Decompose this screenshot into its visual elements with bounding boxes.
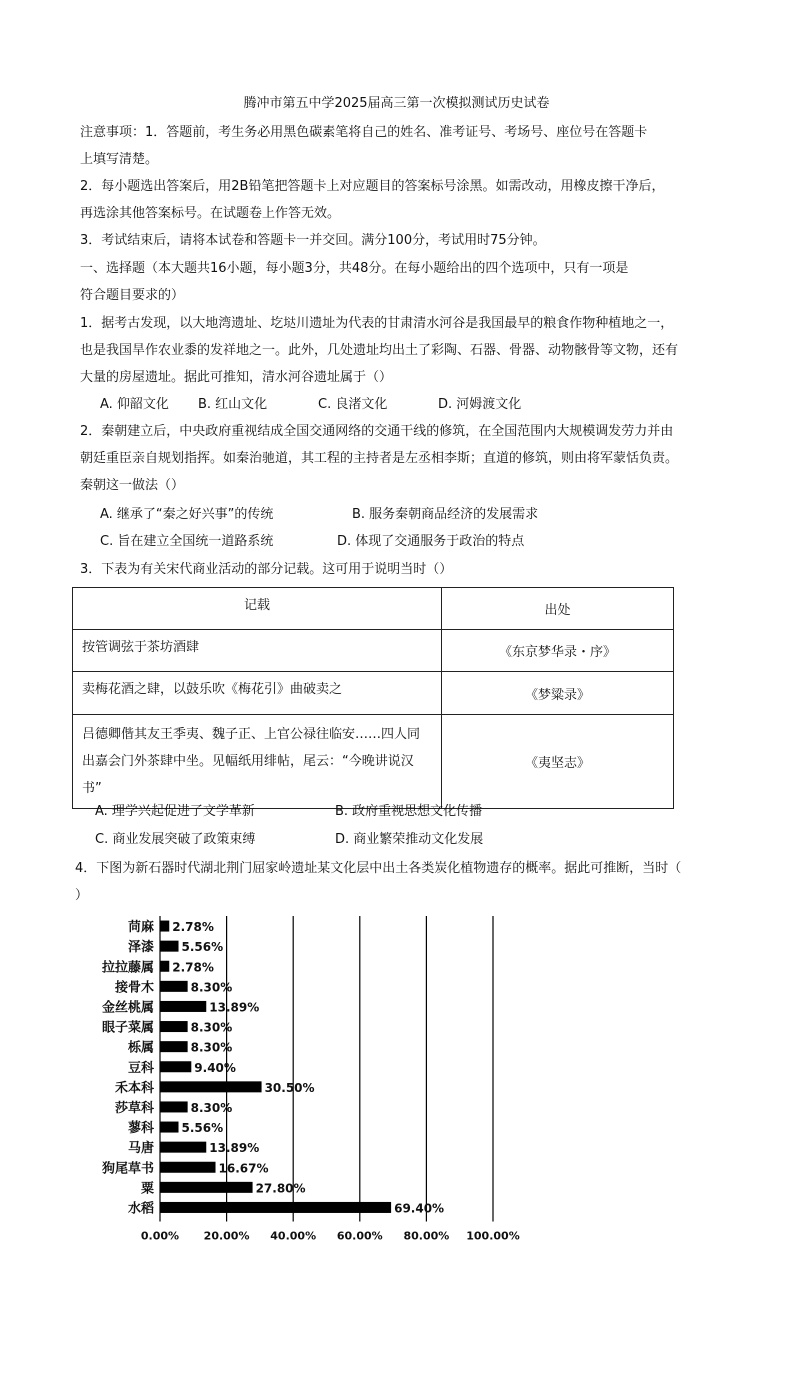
- chart-bar: [160, 981, 188, 992]
- chart-data-label: 8.30%: [190, 1040, 233, 1055]
- table-cell-record: 吕德卿偕其友王季夷、魏子正、上官公禄往临安……四人同出嘉会门外茶肆中坐。见幅纸用绯帖，尾云：“今晚讲说汉书”: [73, 715, 442, 809]
- chart-bar: [160, 1081, 262, 1092]
- q1-line-2: 也是我国旱作农业黍的发祥地之一。此外，几处遗址均出土了彩陶、石器、骨器、动物骸骨等文物，还有: [80, 343, 679, 358]
- table-cell-record: 按管调弦于茶坊酒肆: [73, 630, 442, 672]
- q2-option-c[interactable]: C. 旨在建立全国统一道路系统: [100, 534, 274, 549]
- chart-data-label: 27.80%: [255, 1181, 306, 1196]
- notes-line-2: 上填写清楚。: [80, 152, 159, 167]
- chart-bar: [160, 961, 169, 972]
- chart-category-label: 蓼科: [127, 1121, 154, 1137]
- exam-title: 腾冲市第五中学2025届高三第一次模拟测试历史试卷: [243, 96, 550, 111]
- q2-option-d[interactable]: D. 体现了交通服务于政治的特点: [337, 534, 525, 549]
- table-row: [73, 715, 674, 809]
- section-heading-cont: 符合题目要求的）: [80, 288, 185, 303]
- chart-category-label: 狗尾草书: [101, 1161, 154, 1177]
- chart-x-tick-label: 40.00%: [270, 1229, 317, 1243]
- q1-line-3: 大量的房屋遗址。据此可推知，清水河谷遗址属于（）: [80, 370, 393, 385]
- chart-bar: [160, 1001, 206, 1012]
- chart-category-label: 禾本科: [114, 1080, 154, 1096]
- chart-x-tick-label: 100.00%: [466, 1229, 520, 1243]
- chart-data-label: 16.67%: [218, 1161, 269, 1176]
- table-cell-source: 《东京梦华录・序》: [442, 630, 674, 672]
- chart-category-label: 水稻: [127, 1201, 154, 1217]
- chart-bar: [160, 921, 169, 932]
- chart-category-label: 苘麻: [127, 920, 154, 936]
- chart-x-tick-label: 60.00%: [336, 1229, 383, 1243]
- q1-option-b[interactable]: B. 红山文化: [198, 397, 268, 412]
- chart-category-label: 马唐: [127, 1141, 154, 1157]
- q1-option-c[interactable]: C. 良渚文化: [318, 397, 388, 412]
- q4-line-1: 4．下图为新石器时代湖北荆门屈家岭遗址某文化层中出土各类炭化植物遗存的概率。据此可推断，当时（: [75, 861, 682, 876]
- chart-data-label: 5.56%: [181, 1121, 224, 1136]
- chart-category-label: 栎属: [127, 1040, 154, 1056]
- chart-data-label: 13.89%: [209, 1000, 260, 1015]
- q2-option-a[interactable]: A. 继承了“秦之好兴事”的传统: [100, 507, 274, 522]
- chart-data-label: 2.78%: [172, 960, 214, 975]
- q2-option-b[interactable]: B. 服务秦朝商品经济的发展需求: [352, 507, 539, 522]
- chart-category-label: 金丝桃属: [101, 1000, 154, 1016]
- q3-stem: 3．下表为有关宋代商业活动的部分记载。这可用于说明当时（）: [80, 562, 453, 577]
- table-cell-source: 《夷坚志》: [442, 715, 674, 809]
- chart-bar: [160, 1202, 391, 1213]
- chart-category-label: 莎草科: [114, 1100, 154, 1116]
- chart-bar: [160, 1162, 216, 1173]
- chart-data-label: 8.30%: [190, 1020, 233, 1035]
- chart-bar: [160, 1101, 188, 1112]
- chart-x-tick-label: 80.00%: [403, 1229, 450, 1243]
- chart-category-label: 粟: [140, 1181, 154, 1197]
- chart-category-label: 拉拉藤属: [101, 960, 154, 976]
- q3-option-d[interactable]: D. 商业繁荣推动文化发展: [335, 832, 484, 847]
- chart-category-label: 泽漆: [127, 940, 154, 956]
- q3-option-a[interactable]: A. 理学兴起促进了文学革新: [95, 804, 255, 819]
- chart-data-label: 8.30%: [190, 1100, 233, 1115]
- chart-data-label: 8.30%: [190, 980, 233, 995]
- chart-data-label: 2.78%: [172, 920, 214, 935]
- chart-data-label: 69.40%: [394, 1201, 445, 1216]
- chart-category-label: 眼子菜属: [101, 1020, 154, 1036]
- q2-line-2: 朝廷重臣亲自规划指挥。如秦治驰道，其工程的主持者是左丞相李斯；直道的修筑，则由将军蒙恬负责。: [80, 451, 679, 466]
- chart-category-label: 豆科: [127, 1060, 154, 1076]
- table-header-record: 记载: [73, 588, 442, 630]
- table-header-source: 出处: [442, 588, 674, 630]
- chart-bar: [160, 941, 179, 952]
- q1-line-1: 1．据考古发现，以大地湾遗址、圪垯川遗址为代表的甘肃清水河谷是我国最早的粮食作物种植地之一，: [80, 316, 674, 331]
- chart-data-label: 13.89%: [209, 1141, 260, 1156]
- table-cell-source: 《梦粱录》: [442, 672, 674, 715]
- chart-x-tick-label: 20.00%: [203, 1229, 250, 1243]
- chart-bar: [160, 1182, 253, 1193]
- q3-option-b[interactable]: B. 政府重视思想文化传播: [335, 804, 483, 819]
- table-row: [73, 672, 674, 715]
- chart-bar: [160, 1021, 188, 1032]
- q3-record-table: [72, 587, 674, 809]
- q4-line-2: ）: [75, 888, 89, 903]
- chart-data-label: 9.40%: [194, 1060, 236, 1075]
- chart-bar: [160, 1122, 179, 1133]
- chart-data-label: 5.56%: [181, 940, 224, 955]
- table-cell-record: 卖梅花酒之肆，以鼓乐吹《梅花引》曲破卖之: [73, 672, 442, 715]
- chart-bar: [160, 1142, 206, 1153]
- chart-category-label: 接骨木: [114, 980, 154, 996]
- chart-x-tick-label: 0.00%: [140, 1229, 180, 1243]
- q4-bar-chart: [80, 910, 540, 1260]
- q1-option-d[interactable]: D. 河姆渡文化: [438, 397, 522, 412]
- notes-line-1: 注意事项：1．答题前，考生务必用黑色碳素笔将自己的姓名、准考证号、考场号、座位号在答题卡: [80, 125, 648, 140]
- notes-line-3: 2．每小题选出答案后，用2B铅笔把答题卡上对应题目的答案标号涂黑。如需改动，用橡皮擦干净后，: [80, 179, 665, 194]
- chart-bar: [160, 1041, 188, 1052]
- notes-line-5: 3．考试结束后，请将本试卷和答题卡一并交回。满分100分，考试用时75分钟。: [80, 233, 546, 248]
- section-heading: 一、选择题（本大题共16小题，每小题3分，共48分。在每小题给出的四个选项中，只有一项是: [80, 261, 629, 276]
- q3-option-c[interactable]: C. 商业发展突破了政策束缚: [95, 832, 256, 847]
- table-row: [73, 630, 674, 672]
- q1-option-a[interactable]: A. 仰韶文化: [100, 397, 169, 412]
- q2-line-1: 2．秦朝建立后，中央政府重视结成全国交通网络的交通干线的修筑，在全国范围内大规模调发劳力并由: [80, 424, 674, 439]
- q2-line-3: 秦朝这一做法（）: [80, 478, 185, 493]
- chart-data-label: 30.50%: [264, 1080, 315, 1095]
- notes-line-4: 再选涂其他答案标号。在试题卷上作答无效。: [80, 206, 341, 221]
- chart-bar: [160, 1061, 191, 1072]
